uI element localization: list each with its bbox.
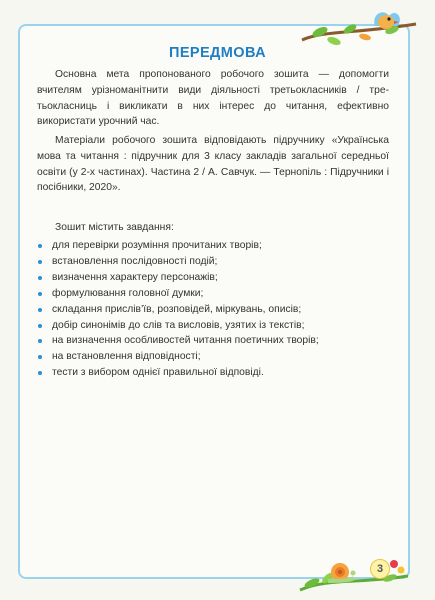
snail-flowers-illustration [298,548,410,594]
bullet-icon [38,308,42,312]
list-item: тести з вибором однієї правильної відповіді. [37,365,392,381]
bullet-icon [38,371,42,375]
page-title: ПЕРЕДМОВА [169,45,266,61]
page-number: 3 [370,559,390,579]
list-item: формулювання головної думки; [37,286,392,302]
bullet-icon [38,339,42,343]
tasks-list [37,238,392,381]
list-item: для перевірки розуміння прочитаних творів; [37,238,392,254]
tasks-intro: Зошит містить завдання: [55,222,174,233]
branch-bird-illustration [300,6,418,48]
bullet-icon [38,292,42,296]
list-item: на визначення особливостей читання поетичних творів; [37,333,392,349]
paragraph-1: Основна мета пропонованого робочого зошита — допомогти вчителям урізноманітнити види діяльності третьокласників / третьокласниць і викликати в них інтерес до читання, ефективно використати урочний час. [37,69,389,128]
bullet-icon [38,324,42,328]
bullet-icon [38,355,42,359]
list-item: на встановлення відповідності; [37,349,392,365]
list-item: визначення характеру персонажів; [37,270,392,286]
list-item: встановлення послідовності подій; [37,254,392,270]
paragraph-2: Матеріали робочого зошита відповідають підручнику «Українська мова та читання : підручник для 3 класу закладів загальної середньої освіти (у 2-х частинах). Частина 2 / А. Савчук. — Тернопіль : Підручники і посібники, 2020». [37,135,389,194]
list-item: складання прислів’їв, розповідей, міркувань, описів; [37,302,392,318]
bullet-icon [38,276,42,280]
bullet-icon [38,244,42,248]
bullet-icon [38,260,42,264]
list-item: добір синонімів до слів та висловів, узятих із текстів; [37,318,392,334]
